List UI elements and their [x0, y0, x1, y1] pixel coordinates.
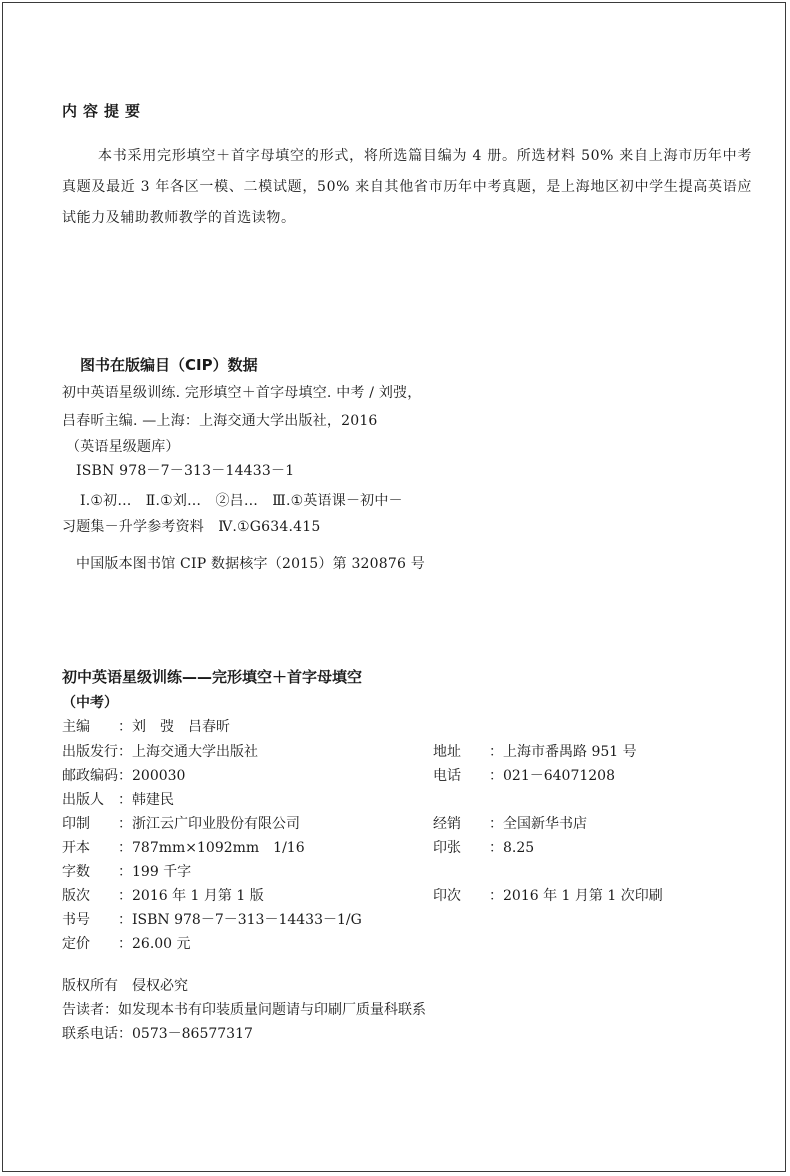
info-value-wordcount: ：199 千字 — [118, 864, 192, 880]
info-value-postcode: ：200030 — [118, 768, 186, 784]
info-label-distributor: 经销 — [433, 816, 461, 832]
reader-notice: 告读者：如发现本书有印装质量问题请与印刷厂质量科联系 — [62, 1002, 426, 1018]
cip-line: 习题集－升学参考资料 Ⅳ.①G634.415 — [62, 519, 321, 535]
cip-line: 初中英语星级训练. 完形填空＋首字母填空. 中考 / 刘弢， — [62, 385, 422, 401]
info-value-isbn: ：ISBN 978－7－313－14433－1/G — [118, 912, 362, 928]
cip-line: ISBN 978－7－313－14433－1 — [76, 463, 295, 479]
info-value-printer: ：浙江云广印业股份有限公司 — [118, 816, 300, 832]
book-subtitle: （中考） — [62, 695, 118, 711]
info-label-editor: 主编 — [62, 719, 90, 735]
info-label-printer: 印制 — [62, 816, 90, 832]
info-label-format: 开本 — [62, 840, 90, 856]
info-value-edition: ：2016 年 1 月第 1 版 — [118, 888, 264, 904]
info-label-price: 定价 — [62, 936, 90, 952]
info-value-printing: ：2016 年 1 月第 1 次印刷 — [489, 888, 663, 904]
contact-phone: 联系电话：0573－86577317 — [62, 1026, 253, 1042]
info-label-address: 地址 — [433, 744, 461, 760]
cip-line: 吕春昕主编. —上海：上海交通大学出版社，2016 — [62, 413, 378, 429]
info-value-phone: ：021－64071208 — [489, 768, 615, 784]
info-label-isbn: 书号 — [62, 912, 90, 928]
info-label-publisher: 出版发行 — [62, 744, 118, 760]
info-value-sheets: ：8.25 — [489, 840, 535, 856]
cip-line: （英语星级题库） — [66, 439, 180, 455]
info-value-editor: ：刘 弢 吕春昕 — [118, 719, 230, 735]
info-value-publisher-person: ：韩建民 — [118, 792, 174, 808]
summary-paragraph: 本书采用完形填空＋首字母填空的形式，将所选篇目编为 4 册。所选材料 50% 来自上海市历年中考真题及最近 3 年各区一模、二模试题，50% 来自其他省市历年中考真题，是上海地区初中学生提高英语应试能力及辅助教师教学的首选读物。 — [62, 148, 752, 226]
info-label-wordcount: 字数 — [62, 864, 90, 880]
info-value-format: ：787mm×1092mm 1/16 — [118, 840, 305, 856]
info-value-price: ：26.00 元 — [118, 936, 191, 952]
info-value-address: ：上海市番禺路 951 号 — [489, 744, 637, 760]
copyright-notice: 版权所有 侵权必究 — [62, 978, 188, 994]
cip-line: Ⅰ.①初… Ⅱ.①刘… ②吕… Ⅲ.①英语课－初中－ — [80, 493, 403, 509]
info-label-phone: 电话 — [433, 768, 461, 784]
info-value-distributor: ：全国新华书店 — [489, 816, 587, 832]
info-label-printing: 印次 — [433, 888, 461, 904]
info-label-sheets: 印张 — [433, 840, 461, 856]
info-label-postcode: 邮政编码 — [62, 768, 118, 784]
cip-line: 中国版本图书馆 CIP 数据核字（2015）第 320876 号 — [76, 556, 425, 572]
info-label-edition: 版次 — [62, 888, 90, 904]
summary-heading: 内容提要 — [62, 102, 147, 120]
info-value-publisher: ：上海交通大学出版社 — [118, 744, 258, 760]
cip-heading: 图书在版编目（CIP）数据 — [80, 356, 258, 374]
info-label-publisher-person: 出版人 — [62, 792, 104, 808]
book-title: 初中英语星级训练——完形填空＋首字母填空 — [62, 668, 363, 686]
